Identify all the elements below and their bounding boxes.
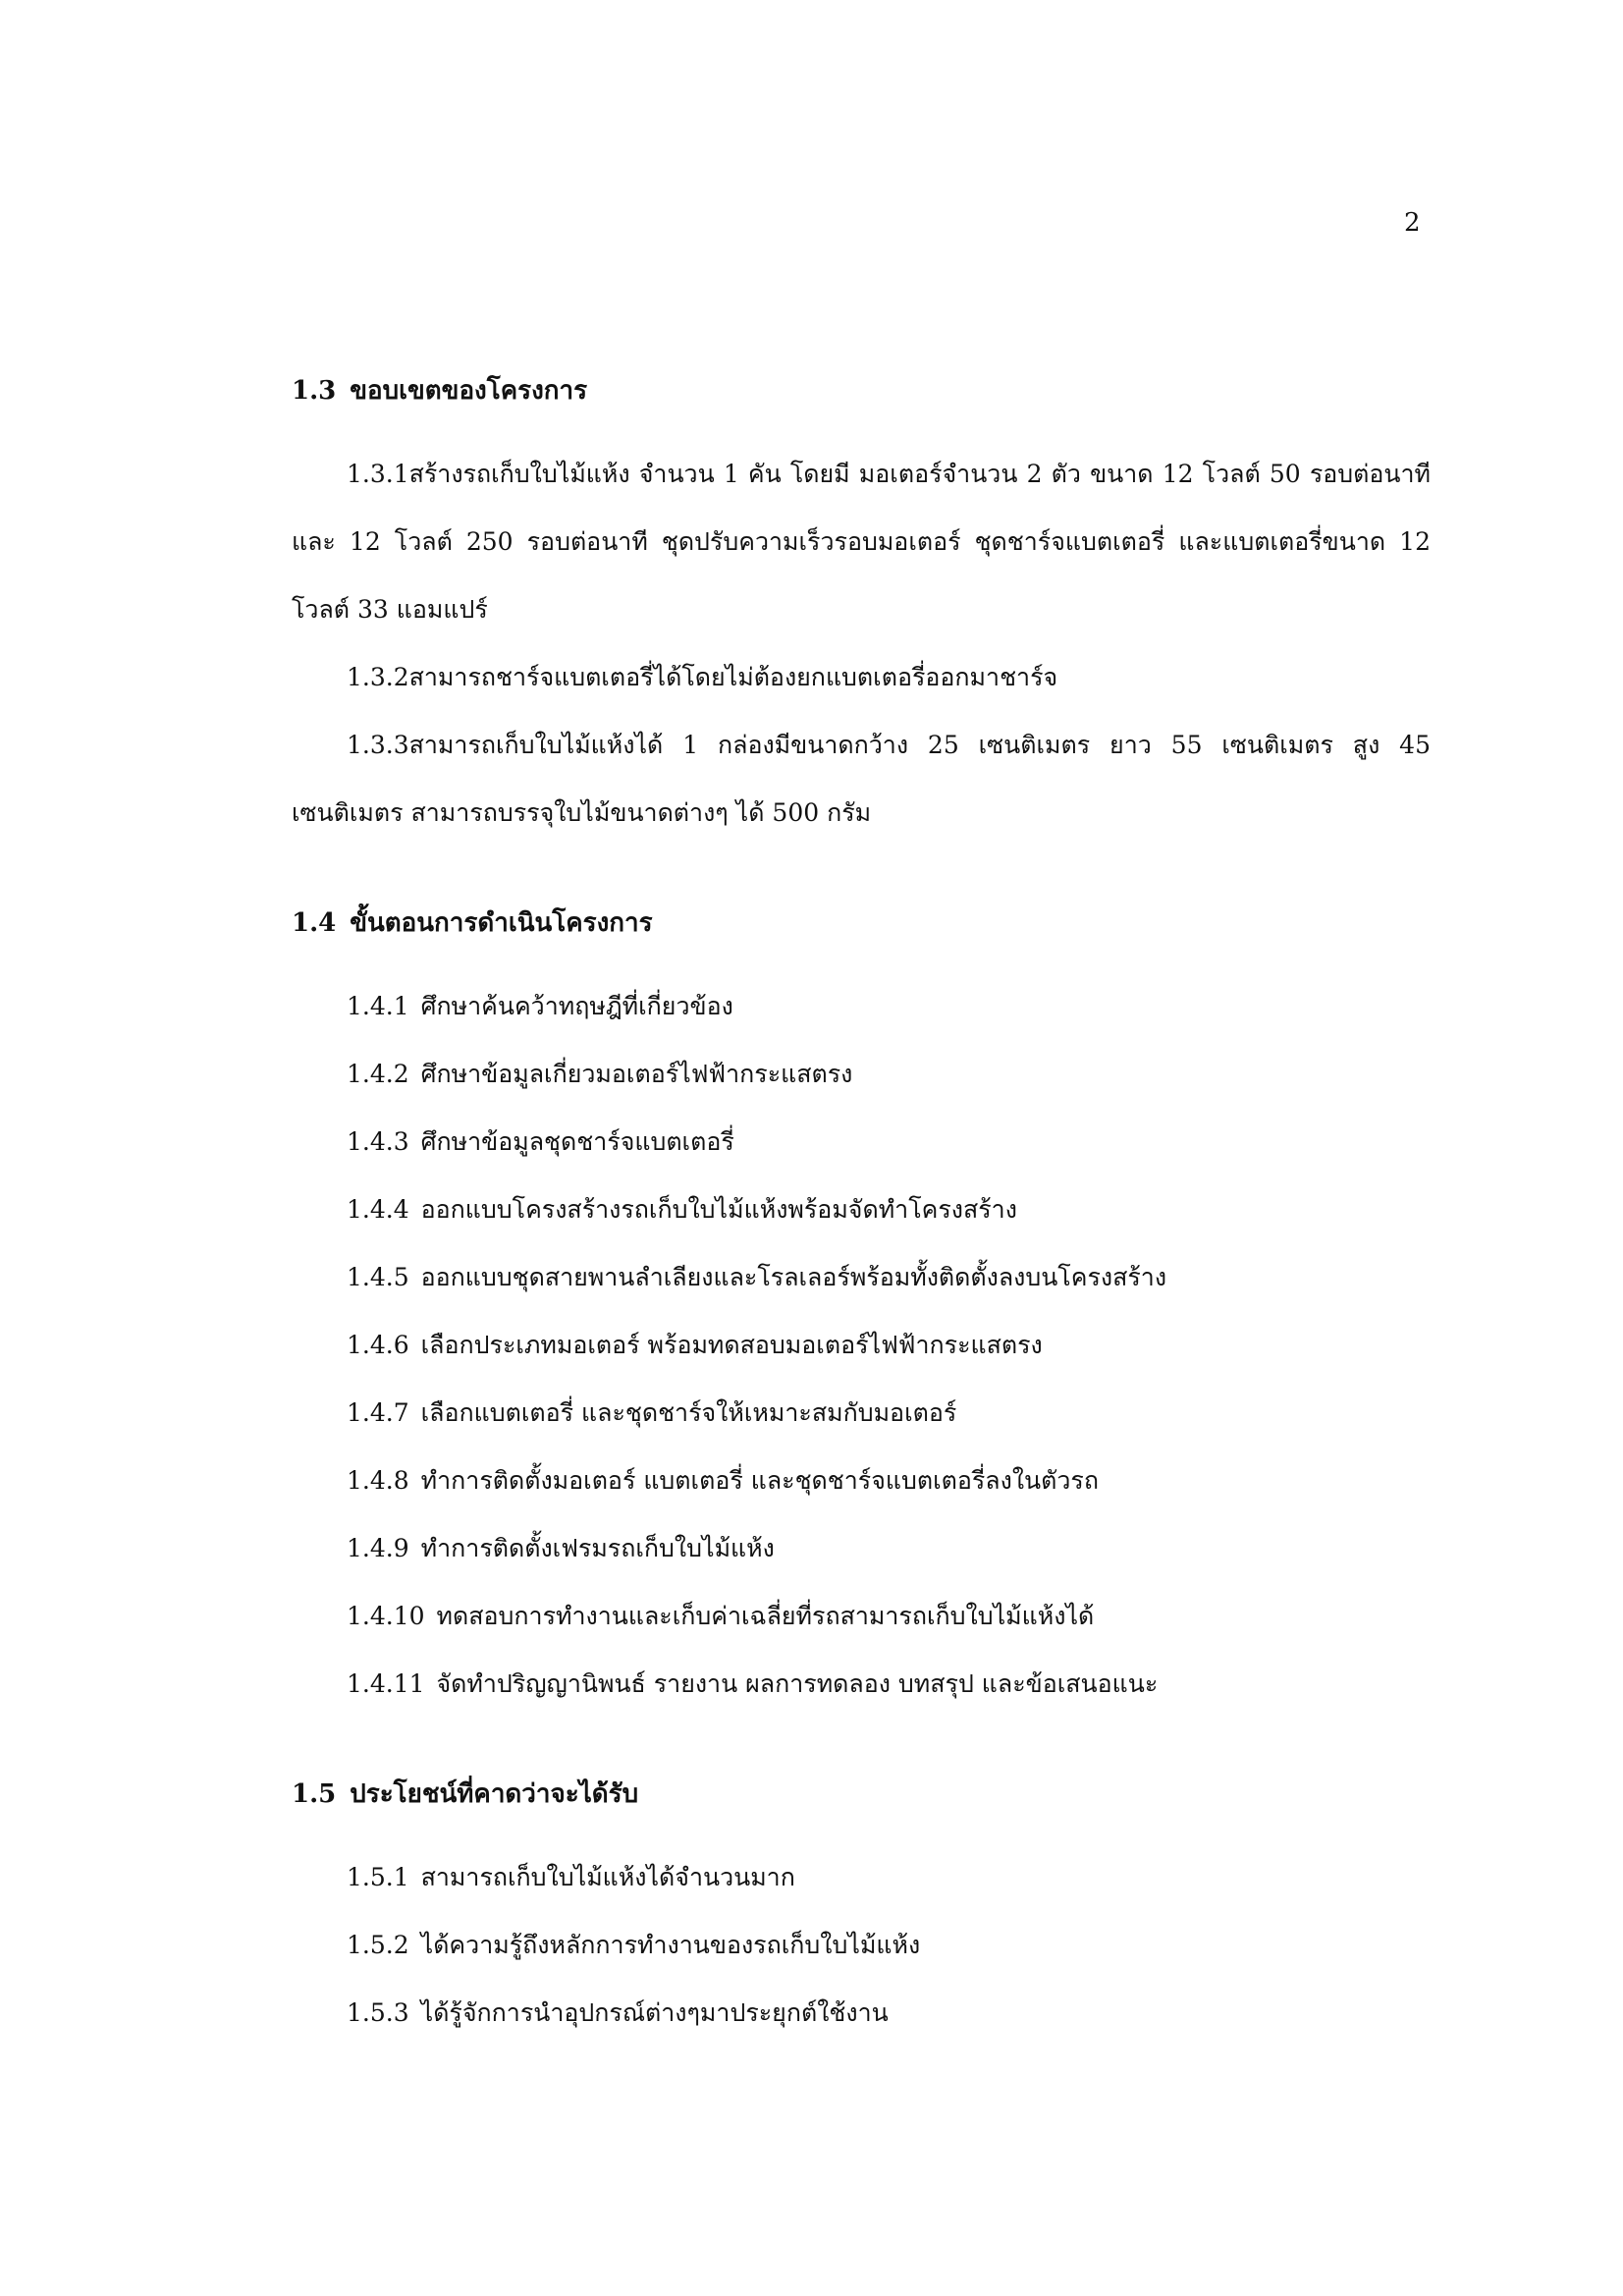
item-number: 1.4.9 (347, 1534, 409, 1562)
item-text: ศึกษาข้อมูลเกี่ยวมอเตอร์ไฟฟ้ากระแสตรง (420, 1060, 853, 1088)
item-text: เลือกแบตเตอรี่ และชุดชาร์จให้เหมาะสมกับมอเตอร์ (420, 1398, 957, 1427)
section-scope (292, 371, 1431, 847)
section-title: ขอบเขตของโครงการ (350, 376, 588, 406)
item-text: สร้างรถเก็บใบไม้แห้ง จำนวน 1 คัน โดยมี มอเตอร์จำนวน 2 ตัว ขนาด 12 โวลต์ 50 รอบต่อนาที และ 12 โวลต์ 250 รอบต่อนาที ชุดปรับความเร็วรอบมอเตอร์ ชุดชาร์จแบตเตอรี่ และแบตเตอรี่ขนาด 12 โวลต์ 33 แอมแปร์ (292, 460, 1431, 624)
item-text: สามารถเก็บใบไม้แห้งได้ 1 กล่องมีขนาดกว้าง 25 เซนติเมตร ยาว 55 เซนติเมตร สูง 45 เซนติเมตร สามารถบรรจุใบไม้ขนาดต่างๆ ได้ 500 กรัม (292, 731, 1431, 827)
list-item (292, 1582, 1431, 1650)
section-number: 1.3 (292, 376, 337, 406)
item-number: 1.3.3 (347, 731, 409, 759)
item-number: 1.4.8 (347, 1466, 409, 1495)
item-text: ได้ความรู้ถึงหลักการทำงานของรถเก็บใบไม้แห้ง (420, 1931, 921, 1959)
section-procedure (292, 903, 1431, 1718)
item-text: ศึกษาข้อมูลชุดชาร์จแบตเตอรี่ (420, 1127, 734, 1156)
section-heading (292, 903, 1431, 943)
item-number: 1.4.4 (347, 1195, 409, 1224)
list-item (292, 1979, 1431, 2047)
section-heading (292, 1775, 1431, 1814)
section-benefits (292, 1775, 1431, 2047)
item-text: ได้รู้จักการนำอุปกรณ์ต่างๆมาประยุกต์ใช้งาน (420, 1998, 889, 2027)
item-text: ทำการติดตั้งมอเตอร์ แบตเตอรี่ และชุดชาร์จแบตเตอรี่ลงในตัวรถ (420, 1466, 1099, 1495)
item-text: เลือกประเภทมอเตอร์ พร้อมทดสอบมอเตอร์ไฟฟ้ากระแสตรง (420, 1331, 1043, 1359)
list-item (292, 440, 1431, 643)
page-number: 2 (1404, 208, 1421, 238)
item-text: ออกแบบโครงสร้างรถเก็บใบไม้แห้งพร้อมจัดทำโครงสร้าง (420, 1195, 1017, 1224)
list-item (292, 1108, 1431, 1175)
item-text: ออกแบบชุดสายพานลำเลียงและโรลเลอร์พร้อมทั้งติดตั้งลงบนโครงสร้าง (420, 1263, 1167, 1291)
item-text: จัดทำปริญญานิพนธ์ รายงาน ผลการทดลอง บทสรุป และข้อเสนอแนะ (436, 1669, 1159, 1698)
list-item (292, 1514, 1431, 1582)
item-number: 1.4.3 (347, 1127, 409, 1156)
item-number: 1.3.1 (347, 460, 409, 488)
item-number: 1.3.2 (347, 663, 409, 691)
list-item (292, 1311, 1431, 1379)
list-item (292, 1650, 1431, 1718)
item-number: 1.4.6 (347, 1331, 409, 1359)
list-item (292, 972, 1431, 1040)
item-number: 1.4.2 (347, 1060, 409, 1088)
list-item (292, 1379, 1431, 1447)
list-item (292, 643, 1431, 711)
section-number: 1.5 (292, 1779, 337, 1809)
item-number: 1.4.10 (347, 1602, 425, 1630)
item-number: 1.5.3 (347, 1998, 409, 2027)
item-text: ทำการติดตั้งเฟรมรถเก็บใบไม้แห้ง (420, 1534, 775, 1562)
item-number: 1.4.11 (347, 1669, 425, 1698)
item-number: 1.4.1 (347, 992, 409, 1020)
list-item (292, 1447, 1431, 1514)
section-title: ประโยชน์ที่คาดว่าจะได้รับ (350, 1779, 639, 1809)
list-item (292, 1911, 1431, 1979)
item-text: ทดสอบการทำงานและเก็บค่าเฉลี่ยที่รถสามารถเก็บใบไม้แห้งได้ (436, 1602, 1095, 1630)
list-item (292, 1843, 1431, 1911)
item-text: สามารถชาร์จแบตเตอรี่ได้โดยไม่ต้องยกแบตเตอรี่ออกมาชาร์จ (408, 663, 1058, 691)
section-title: ขั้นตอนการดำเนินโครงการ (350, 908, 653, 938)
item-text: ศึกษาค้นคว้าทฤษฎีที่เกี่ยวข้อง (420, 992, 733, 1020)
list-item (292, 1175, 1431, 1243)
item-number: 1.4.5 (347, 1263, 409, 1291)
item-text: สามารถเก็บใบไม้แห้งได้จำนวนมาก (420, 1863, 795, 1891)
item-number: 1.5.1 (347, 1863, 409, 1891)
item-number: 1.5.2 (347, 1931, 409, 1959)
document-body (292, 371, 1431, 2104)
list-item (292, 1040, 1431, 1108)
item-number: 1.4.7 (347, 1398, 409, 1427)
list-item (292, 1243, 1431, 1311)
section-number: 1.4 (292, 908, 337, 938)
list-item (292, 711, 1431, 847)
section-heading (292, 371, 1431, 410)
